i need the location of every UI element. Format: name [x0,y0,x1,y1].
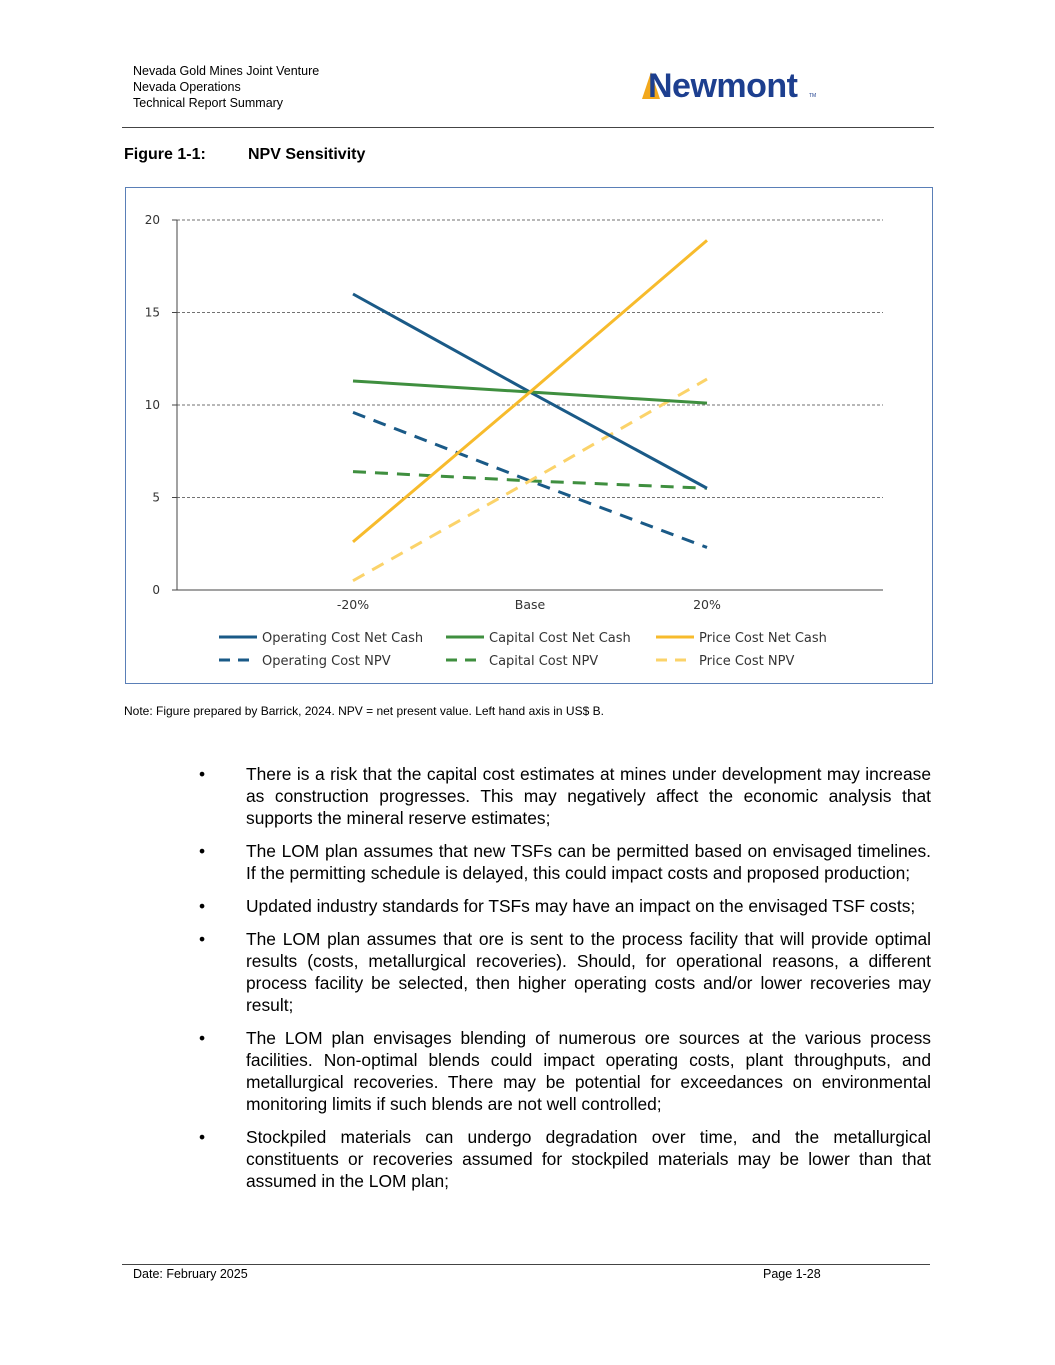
bullet-dot: • [199,1028,206,1048]
npv-sensitivity-chart [126,188,932,683]
list-item-text: The LOM plan envisages blending of numerous ore sources at the various process facilities. Non-optimal blends could impact operating costs, plant throughputs, and metallurgical recoveries. There may be potential for exceedances on environmental monitoring limits if such blends are not well controlled; [246,1028,931,1114]
list-item [193,895,931,917]
bullet-dot: • [199,841,206,861]
logo-text: Newmont [648,67,798,105]
list-item [193,1027,931,1115]
legend-label: Capital Cost NPV [489,654,599,669]
legend-label: Capital Cost Net Cash [489,631,631,646]
header-line-operations: Nevada Operations [133,80,241,94]
legend-label: Operating Cost Net Cash [262,631,424,646]
chart-frame [125,187,933,684]
bullet-dot: • [199,764,206,784]
x-tick-label: -20% [336,597,370,612]
footer-divider [122,1264,930,1265]
y-tick-label: 20 [144,213,160,227]
bullet-dot: • [199,1127,206,1147]
list-item-text: There is a risk that the capital cost estimates at mines under development may increase as construction progresses. This may negatively affect the economic analysis that supports the mineral reserve estimates; [246,764,931,828]
figure-note: Note: Figure prepared by Barrick, 2024. NPV = net present value. Left hand axis in US$ B. [124,704,604,718]
figure-title [124,146,365,164]
footer-date: Date: February 2025 [133,1267,248,1281]
legend-label: Price Cost NPV [699,654,795,669]
figure-number: Figure 1-1: [124,146,206,163]
header-line-report: Technical Report Summary [133,96,284,110]
logo-trademark: TM [809,93,817,99]
newmont-logo [640,66,825,106]
y-tick-label: 10 [144,398,160,412]
list-item [193,840,931,884]
list-item-text: The LOM plan assumes that ore is sent to the process facility that will provide optimal results (costs, metallurgical recoveries). Should, for operational reasons, a different process facility be selected, then higher operating costs and/or lower recoveries may result; [246,929,931,1015]
list-item-text: The LOM plan assumes that new TSFs can be permitted based on envisaged timelines. If the permitting schedule is delayed, this could impact costs and proposed production; [246,841,931,883]
bullet-dot: • [199,929,206,949]
y-tick-label: 0 [152,583,160,597]
risk-bullet-list [193,763,931,1203]
header-divider [122,127,934,128]
y-tick-label: 5 [152,490,160,505]
list-item [193,928,931,1016]
series-line [353,379,707,581]
x-tick-label: 20% [693,597,721,612]
bullet-dot: • [199,896,206,916]
series-line [353,240,707,542]
legend-label: Price Cost Net Cash [699,631,827,646]
figure-caption: NPV Sensitivity [248,146,366,163]
list-item-text: Stockpiled materials can undergo degradation over time, and the metallurgical constituents or recoveries assumed for stockpiled materials may be lower than that assumed in the LOM plan; [246,1127,931,1191]
list-item [193,1126,931,1192]
list-item-text: Updated industry standards for TSFs may have an impact on the envisaged TSF costs; [246,896,916,916]
footer-page-number: Page 1-28 [763,1267,821,1281]
header-line-company: Nevada Gold Mines Joint Venture [133,64,320,78]
x-tick-label: Base [514,597,546,612]
header-block [133,63,319,111]
list-item [193,763,931,829]
y-tick-label: 15 [144,305,160,320]
legend-label: Operating Cost NPV [262,654,391,669]
